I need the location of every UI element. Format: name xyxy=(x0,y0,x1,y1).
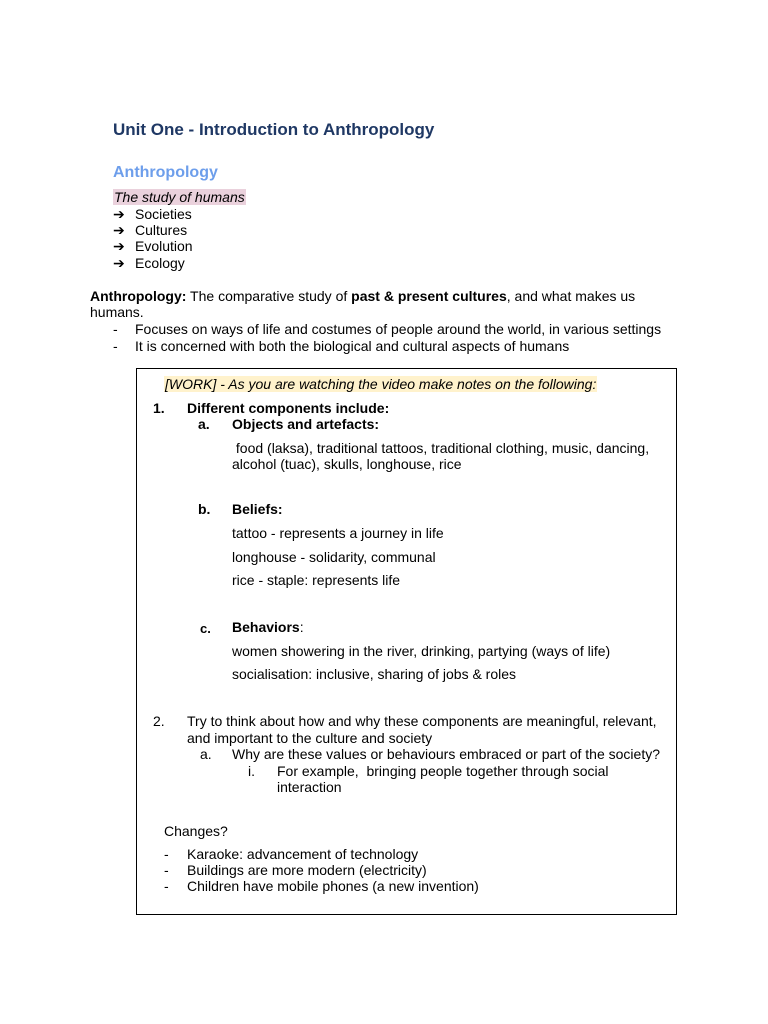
q2-line: and important to the culture and society xyxy=(187,730,433,746)
changes-item: Karaoke: advancement of technology xyxy=(187,846,419,862)
bullet-item: It is concerned with both the biological and cultural aspects of humans xyxy=(135,338,570,354)
q1-number: 1. xyxy=(153,400,165,416)
study-of-humans xyxy=(113,189,246,206)
arrow-icon: ➔ xyxy=(113,238,125,254)
changes-item: Buildings are more modern (electricity) xyxy=(187,862,427,878)
q2-number: 2. xyxy=(153,713,165,729)
q1a-marker: a. xyxy=(198,416,210,432)
q2ai-line: For example, bringing people together through social xyxy=(277,763,609,779)
q1c-line: socialisation: inclusive, sharing of jobs & roles xyxy=(232,666,517,682)
q1b-line: tattoo - represents a journey in life xyxy=(232,525,444,541)
arrow-icon: ➔ xyxy=(113,222,125,238)
q2a-text: Why are these values or behaviours embraced or part of the society? xyxy=(232,746,660,762)
list-item: ➔ Societies xyxy=(113,206,192,222)
dash-marker: - xyxy=(113,321,118,337)
section-heading: Anthropology xyxy=(113,164,218,181)
q2ai-line: interaction xyxy=(277,779,342,795)
q1a-label: Objects and artefacts: xyxy=(232,416,380,432)
definition-line: Anthropology: The comparative study of past & present cultures, and what makes us xyxy=(90,288,636,304)
work-prompt xyxy=(164,376,597,393)
q1c-label: Behaviors xyxy=(232,619,300,635)
arrow-icon: ➔ xyxy=(113,206,125,222)
dash-marker: - xyxy=(164,846,169,862)
changes-item: Children have mobile phones (a new invention) xyxy=(187,878,479,894)
highlighted-prompt: [WORK] - As you are watching the video make notes on the following: xyxy=(165,376,597,392)
q1a-line: food (laksa), traditional tattoos, traditional clothing, music, dancing, xyxy=(232,440,650,456)
bullet-item: Focuses on ways of life and costumes of people around the world, in various settings xyxy=(135,321,662,337)
definition-line-2: humans. xyxy=(90,304,144,320)
definition-emphasis: past & present cultures xyxy=(351,288,507,304)
page-title: Unit One - Introduction to Anthropology xyxy=(113,120,435,139)
q1b-line: longhouse - solidarity, communal xyxy=(232,549,436,565)
dash-marker: - xyxy=(164,862,169,878)
q1c-line: women showering in the river, drinking, partying (ways of life) xyxy=(232,643,611,659)
q1b-marker: b. xyxy=(198,501,211,517)
definition-term: Anthropology: xyxy=(90,288,187,304)
q1c-marker: c. xyxy=(200,621,211,636)
q1c-label-line: Behaviors: xyxy=(232,619,304,635)
q2a-marker: a. xyxy=(200,746,212,762)
list-item: ➔ Evolution xyxy=(113,238,193,254)
q2ai-marker: i. xyxy=(248,763,255,779)
q1b-line: rice - staple: represents life xyxy=(232,572,401,588)
dash-marker: - xyxy=(164,878,169,894)
dash-marker: - xyxy=(113,338,118,354)
list-item: ➔ Cultures xyxy=(113,222,188,238)
q2-line: Try to think about how and why these components are meaningful, relevant, xyxy=(187,713,657,729)
q1a-line: alcohol (tuac), skulls, longhouse, rice xyxy=(232,456,462,472)
highlighted-text: The study of humans xyxy=(114,189,245,205)
q1b-label: Beliefs: xyxy=(232,501,283,517)
changes-label: Changes? xyxy=(164,823,228,839)
list-item: ➔ Ecology xyxy=(113,255,185,271)
q1-label: Different components include: xyxy=(187,400,390,416)
arrow-icon: ➔ xyxy=(113,255,125,271)
